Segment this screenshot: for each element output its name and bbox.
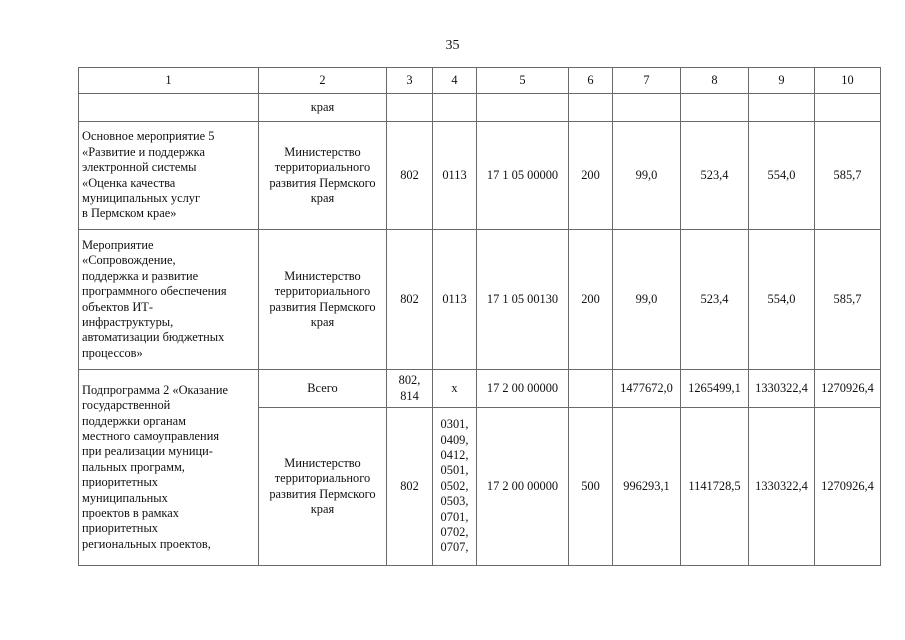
table-header-row [79,68,881,94]
subprogram-ministry-value-7-cell: 996293,1 [613,408,681,566]
header-cell-9: 9 [749,68,815,94]
header-cell-4: 4 [433,68,477,94]
table-row [79,122,881,230]
header-cell-2: 2 [259,68,387,94]
table-row [79,230,881,370]
row-rzpr-cell: 0113 [433,230,477,370]
row-grbs-cell: 802 [387,230,433,370]
subprogram-ministry-value-10-cell: 1270926,4 [815,408,881,566]
header-cell-10: 10 [815,68,881,94]
continuation-empty-cell [433,94,477,122]
subprogram-total-value-7-cell: 1477672,0 [613,370,681,408]
header-cell-5: 5 [477,68,569,94]
header-cell-3: 3 [387,68,433,94]
row-value-10-cell: 585,7 [815,122,881,230]
subprogram-name-cell: Подпрограмма 2 «Оказание государственной поддержки органам местного самоуправления при реализации муници- пальных программ, приоритетных муниципальных проектов в рамках приоритетных региональных проектов, [79,370,259,566]
continuation-empty-cell [79,94,259,122]
row-csr-cell: 17 1 05 00130 [477,230,569,370]
subprogram-ministry-value-8-cell: 1141728,5 [681,408,749,566]
row-vr-cell: 200 [569,230,613,370]
row-value-9-cell: 554,0 [749,230,815,370]
subprogram-ministry-vr-cell: 500 [569,408,613,566]
row-grbs-cell: 802 [387,122,433,230]
row-executor-cell: Министерство территориального развития Пермского края [259,122,387,230]
budget-table [78,67,881,566]
page-number: 35 [445,38,460,53]
row-value-7-cell: 99,0 [613,122,681,230]
row-name-cell: Основное мероприятие 5 «Развитие и поддержка электронной системы «Оценка качества муниципальных услуг в Пермском крае» [79,122,259,230]
subprogram-total-value-8-cell: 1265499,1 [681,370,749,408]
header-cell-7: 7 [613,68,681,94]
subprogram-total-value-9-cell: 1330322,4 [749,370,815,408]
subprogram-ministry-rzpr-cell: 0301, 0409, 0412, 0501, 0502, 0503, 0701, 0702, 0707, [433,408,477,566]
subprogram-ministry-value-9-cell: 1330322,4 [749,408,815,566]
subprogram-total-value-10-cell: 1270926,4 [815,370,881,408]
subprogram-total-executor-cell: Всего [259,370,387,408]
header-cell-1: 1 [79,68,259,94]
subprogram-total-row [79,370,881,408]
subprogram-total-csr-cell: 17 2 00 00000 [477,370,569,408]
subprogram-total-vr-cell [569,370,613,408]
row-value-8-cell: 523,4 [681,122,749,230]
row-executor-cell: Министерство территориального развития Пермского края [259,230,387,370]
row-value-8-cell: 523,4 [681,230,749,370]
continuation-empty-cell [815,94,881,122]
continuation-row [79,94,881,122]
row-value-10-cell: 585,7 [815,230,881,370]
row-name-cell: Мероприятие «Сопровождение, поддержка и развитие программного обеспечения объектов ИТ- инфраструктуры, автоматизации бюджетных процессов» [79,230,259,370]
continuation-empty-cell [477,94,569,122]
subprogram-ministry-executor-cell: Министерство территориального развития Пермского края [259,408,387,566]
subprogram-total-grbs-cell: 802, 814 [387,370,433,408]
continuation-executor-cell: края [259,94,387,122]
header-cell-8: 8 [681,68,749,94]
header-cell-6: 6 [569,68,613,94]
subprogram-ministry-csr-cell: 17 2 00 00000 [477,408,569,566]
row-value-9-cell: 554,0 [749,122,815,230]
continuation-empty-cell [749,94,815,122]
subprogram-total-rzpr-cell: х [433,370,477,408]
continuation-empty-cell [681,94,749,122]
continuation-empty-cell [387,94,433,122]
row-value-7-cell: 99,0 [613,230,681,370]
continuation-empty-cell [613,94,681,122]
row-vr-cell: 200 [569,122,613,230]
continuation-empty-cell [569,94,613,122]
row-csr-cell: 17 1 05 00000 [477,122,569,230]
row-rzpr-cell: 0113 [433,122,477,230]
subprogram-ministry-grbs-cell: 802 [387,408,433,566]
